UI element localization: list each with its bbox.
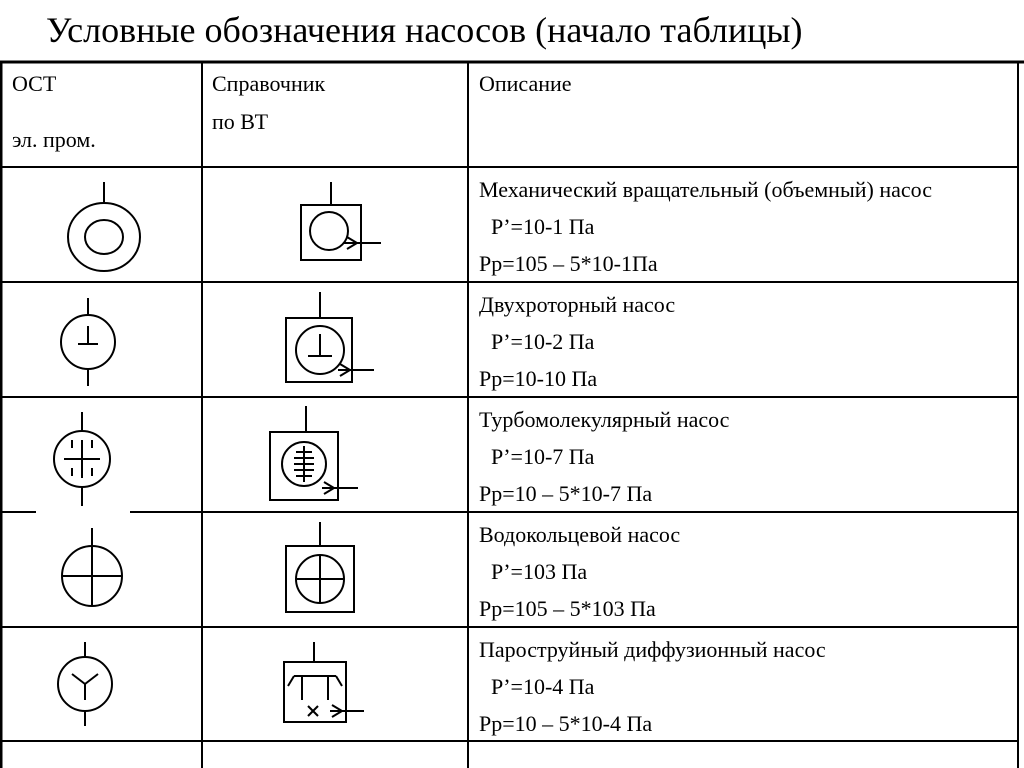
boxed-water-ring-pump-icon (280, 520, 360, 616)
pressure-limit: P’=10-2 Па (491, 329, 595, 354)
pressure-range: Рр=10 – 5*10-4 Па (479, 711, 653, 736)
turbomolecular-pump-icon (50, 410, 116, 510)
row-description (479, 171, 932, 282)
pump-name: Механический вращательный (объемный) насос (479, 177, 932, 202)
pump-name: Турбомолекулярный насос (479, 407, 730, 432)
header-ost-sub: эл. пром. (12, 127, 96, 152)
two-rotor-pump-icon (58, 296, 122, 388)
pressure-range: Рр=105 – 5*10-1Па (479, 251, 658, 276)
pump-name: Двухроторный насос (479, 292, 676, 317)
pressure-limit: P’=103 Па (491, 559, 588, 584)
pump-name: Водокольцевой насос (479, 522, 681, 547)
pump-name: Пароструйный диффузионный насос (479, 637, 826, 662)
boxed-two-rotor-pump-icon (282, 290, 378, 386)
pressure-limit: P’=10-4 Па (491, 674, 595, 699)
pressure-range: Рр=10 – 5*10-7 Па (479, 481, 653, 506)
boxed-circle-pump-icon (295, 180, 385, 265)
header-description: Описание (479, 71, 572, 96)
pressure-limit: P’=10-7 Па (491, 444, 595, 469)
row-description (479, 516, 680, 627)
header-reference-sub: по ВТ (212, 109, 269, 134)
row-description (479, 286, 675, 397)
pressure-range: Рр=105 – 5*103 Па (479, 596, 656, 621)
boxed-turbomolecular-pump-icon (266, 404, 362, 504)
row-description (479, 631, 826, 742)
vapor-jet-diffusion-pump-icon (54, 640, 118, 730)
header-reference: Справочник (212, 71, 326, 96)
double-circle-pump-icon (60, 180, 150, 272)
pressure-limit: P’=10-1 Па (491, 214, 595, 239)
row-description (479, 401, 729, 512)
header-ost: ОСТ (12, 71, 57, 96)
water-ring-pump-icon (58, 528, 128, 614)
boxed-vapor-jet-diffusion-pump-icon (280, 640, 370, 726)
page-title: Условные обозначения насосов (начало таблицы) (46, 10, 803, 50)
pressure-range: Рр=10-10 Па (479, 366, 598, 391)
